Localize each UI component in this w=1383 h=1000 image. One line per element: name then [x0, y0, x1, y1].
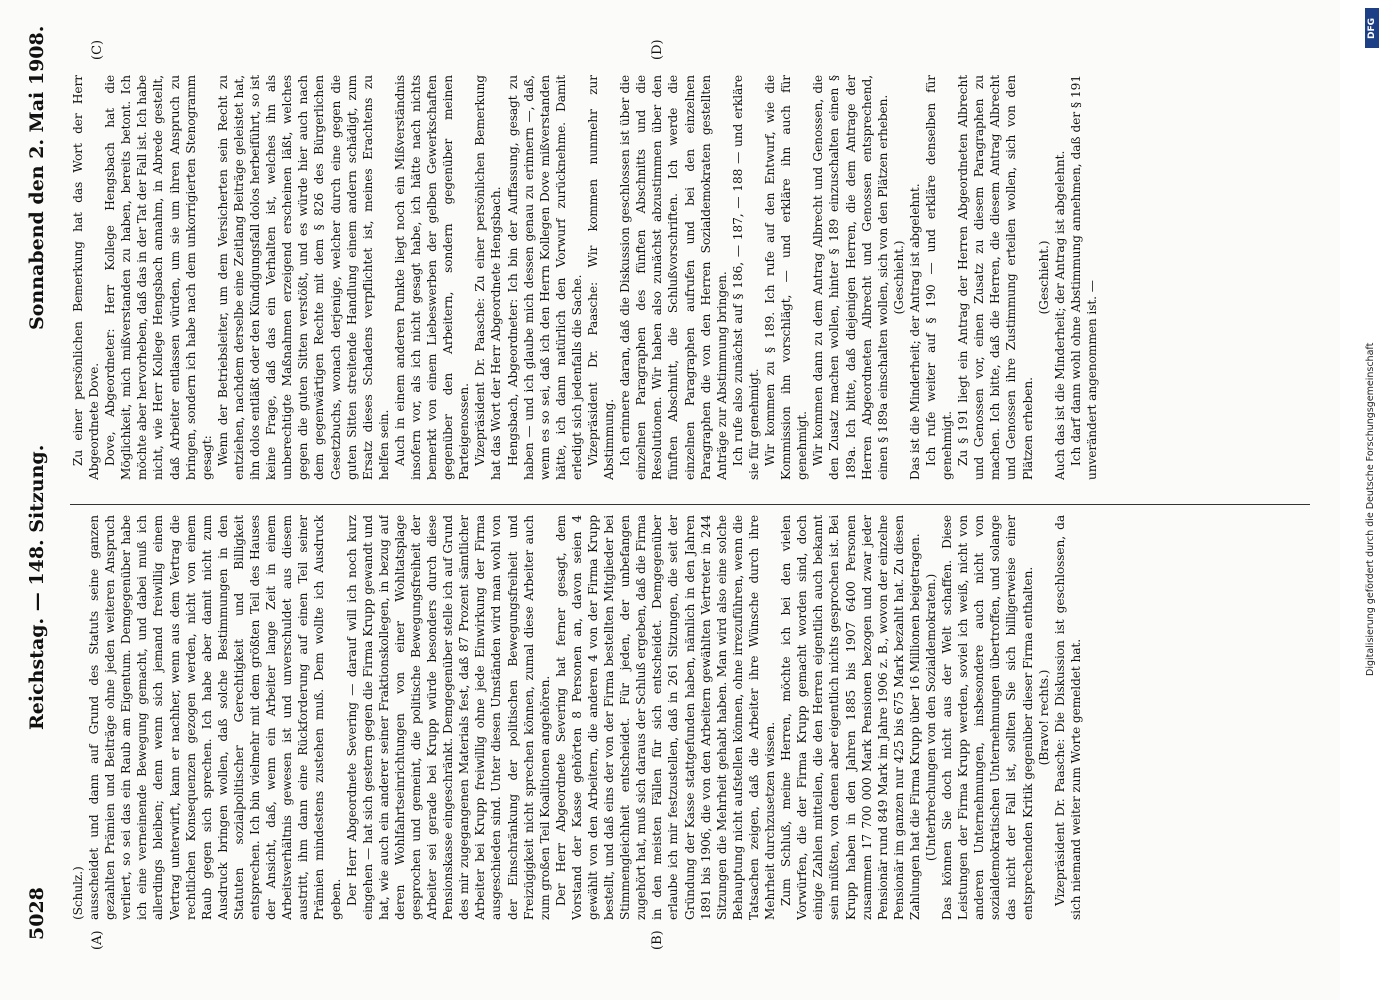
paragraph: Der Herr Abgeordnete Severing hat ferner gesagt, dem Vorstand der Kasse gehörten 8 Personen an, davon seien 4 gewählt von den Arbeitern, die anderen 4 von der Firma Krupp bestellt, und daß eins der von der Firma bestellten Mitglieder bei Stimmengleichheit entscheidet. Für jeden, der unbefangen zugehört hat, muß sich daraus der Schluß ergeben, daß die Firma in den meisten Fällen für sich entscheidet. Demgegenüber erlaube ich mir festzustellen, daß in 261 Sitzungen, die seit der Gründung der Kasse stattgefunden haben, nämlich in den Jahren 1891 bis 1906, die von den Arbeitern gewählten Vertreter in 244 Sitzungen die Mehrheit gehabt haben. Man wird also eine solche Behauptung nicht aufstellen können, ohne irrezuführen, wenn die Tatsachen zeigen, daß die Arbeiter ihre Wünsche durch ihre Mehrheit durchzusetzen wissen. — [553, 515, 778, 920]
paragraph: Dove, Abgeordneter: Herr Kollege Hengsbach hat die Möglichkeit, mich mißverstanden zu haben, bereits betont. Ich möchte aber hervorheben, daß das in der Tat der Fall ist. Ich habe nicht, wie Herr Kollege Hengsbach annahm, in Abrede gestellt, daß Arbeiter entlassen würden, um sie um ihren Anspruch zu bringen, sondern ich habe nach dem unkorrigierten Stenogramm gesagt: — [103, 75, 214, 480]
paragraph: Auch das ist die Minderheit; der Antrag ist abgelehnt. — [1052, 150, 1067, 480]
left-column — [70, 515, 1310, 920]
paragraph: Ich erinnere daran, daß die Diskussion geschlossen ist über die einzelnen Paragraphen des fünften Abschnitts und die Resolutionen. Wir haben also zunächst abzustimmen über den fünften Abschnitt, die Schlußvorschriften. Ich werde die einzelnen Paragraphen aufrufen und bei den einzelnen Paragraphen die von den Herren Sozialdemokraten gestellten Anträge zur Abstimmung bringen. — [618, 75, 729, 480]
margin-marker-c: (C) — [90, 39, 105, 60]
paragraph: Das können Sie doch nicht aus der Welt schaffen. Diese Leistungen der Firma Krupp werden, soviel ich weiß, nicht von anderen Unternehmungen, insbesondere auch nicht von sozialdemokratischen Unternehmungen übertroffen, und solange das nicht der Fall ist, sollten Sie sich billigerweise einer entsprechenden Kritik gegenüber dieser Firma enthalten. — [940, 515, 1035, 920]
paragraph: Hengsbach, Abgeordneter: Ich bin der Auffassung, gesagt zu haben — und ich glaube mich dessen genau zu erinnern —, daß, wenn es so sei, daß ich den Herrn Kollegen Dove mißverstanden hätte, ich dann natürlich den Vorwurf zurücknehme. Damit erledigt sich jedenfalls die Sache. — [505, 75, 584, 480]
paragraph: Das ist die Minderheit; der Antrag ist abgelehnt. — [907, 183, 922, 480]
paragraph: Vizepräsident Dr. Paasche: Wir kommen nunmehr zur Abstimmung. — [586, 75, 617, 480]
interjection: (Unterbrechungen von den Sozialdemokraten.) — [923, 573, 938, 862]
speaker-tag: (Schulz.) — [71, 866, 85, 920]
right-column — [70, 75, 1310, 480]
interjection: (Bravo! rechts.) — [1036, 669, 1051, 766]
quotation: Wenn der Betriebsleiter, um dem Versicherten sein Recht zu entziehen, nachdem derselbe eine Zeitlang Beiträge geleistet hat, ihn dolos entläßt oder den Kündigungsfall dolos herbeiführt, so ist keine Frage, daß das ein Verhalten ist, welches ihn als unberechtigte Maßnahmen erzeigend erscheinen läßt, welches gegen die guten Sitten verstößt, und es würde hier auch nach dem gegenwärtigen Rechte mit dem § 826 des Bürgerlichen Gesetzbuchs, wonach derjenige, welcher durch eine gegen die guten Sitten streitende Handlung einem andern schädigt, zum Ersatz dieses Schadens verpflichtet ist, meines Erachtens zu helfen sein. — [215, 75, 391, 480]
paragraph: Zu § 191 liegt ein Antrag der Herren Abgeordneten Albrecht und Genossen vor, einen Zusatz zu diesem Paragraphen zu machen. Ich bitte, daß die Herren, die diesem Antrag Albrecht und Genossen ihre Zustimmung erteilen wollen, sich von den Plätzen erheben. — [956, 75, 1035, 480]
paragraph: Ich darf dann wohl ohne Abstimmung annehmen, daß der § 191 unverändert angenommen ist. — — [1068, 75, 1099, 480]
paragraph: Zu einer persönlichen Bemerkung hat das Wort der Herr Abgeordnete Dove. — [71, 75, 102, 480]
paragraph: Wir kommen zu § 189. Ich rufe auf den Entwurf, wie die Kommission ihn vorschlägt, — und erkläre ihn auch für genehmigt. — [763, 75, 810, 480]
page-number: 5028 — [26, 887, 48, 940]
paragraph: Vizepräsident Dr. Paasche: Die Diskussion ist geschlossen, da sich niemand weiter zum Worte gemeldet hat. — [1052, 515, 1083, 920]
margin-marker-d: (D) — [650, 39, 665, 60]
paragraph: Ich rufe also zunächst auf § 186, — 187, — 188 — und erkläre sie für genehmigt. — [730, 75, 761, 480]
header-session: Reichstag. — 148. Sitzung. — [26, 444, 48, 730]
paragraph: Wir kommen dann zu dem Antrag Albrecht und Genossen, die den Zusatz machen wollen, hinter § 189 einzuschalten einen § 189a. Ich bitte, daß diejenigen Herren, die dem Antrage der Herren Abgeordneten Albrecht und Genossen entsprechend, einen § 189a einschalten wollen, sich von den Plätzen erheben. — [811, 75, 890, 480]
digitization-credit: Digitalisierung gefördert durch die Deutsche Forschungsgemeinschaft — [1365, 342, 1376, 676]
paragraph: ausscheidet und dann auf Grund des Statuts seine ganzen gezahlten Prämien und Beiträge ohne jeden weiteren Anspruch verliert, so sei das ein Raub am Eigentum. Demgegenüber habe ich eine verneinende Bewegung gemacht, und dabei muß ich allerdings bleiben; denn wenn sich jemand freiwillig einem Vertrag unterwirft, kann er nachher, wenn aus dem Vertrag die rechtlichen Konsequenzen gezogen werden, nicht von einem Raub gegen sich sprechen. Ich habe aber damit nicht zum Ausdruck bringen wollen, daß solche Bestimmungen in den Statuten sozialpolitischer Gerechtigkeit und Billigkeit entsprechen. Ich bin vielmehr mit dem größten Teil des Hauses der Ansicht, daß, wenn ein Arbeiter lange Zeit in einem Arbeitsverhältnis gewesen ist und unverschuldet aus diesem austritt, ihm dann eine Rückforderung auf einen Teil seiner Prämien mindestens zustehen muß. Dem wollte ich Ausdruck geben. — [87, 515, 343, 920]
column-divider — [70, 504, 1310, 505]
dfg-logo: DFG — [1365, 8, 1379, 48]
margin-marker-a: (A) — [90, 930, 105, 950]
paragraph: Auch in einem anderen Punkte liegt noch ein Mißverständnis insofern vor, als ich nicht gesagt habe, ich hätte nach nichts bemerkt von einem Liebeswerben der gelben Gewerkschaften gegenüber den Arbeitern, sondern gegenüber meinen Parteigenossen. — [392, 75, 472, 480]
margin-marker-b: (B) — [650, 930, 665, 950]
header-date: Sonnabend den 2. Mai 1908. — [26, 25, 48, 330]
paragraph: Vizepräsident Dr. Paasche: Zu einer persönlichen Bemerkung hat das Wort der Herr Abgeordnete Hengsbach. — [473, 75, 504, 480]
paragraph: Ich rufe weiter auf § 190 — und erkläre denselben für genehmigt. — [923, 75, 955, 480]
paragraph: Der Herr Abgeordnete Severing — darauf will ich noch kurz eingehen — hat sich gestern gegen die Firma Krupp gewandt und hat, wie auch ein anderer seiner Fraktionskollegen, in bezug auf deren Wohlfahrtseinrichtungen von einer Wohltatsplage gesprochen und gemeint, die politische Bewegungsfreiheit der Arbeiter sei gerade bei Krupp würde besonders durch diese Pensionskasse eingeschränkt. Demgegenüber stelle ich auf Grund des mir zugegangenen Materials fest, daß 87 Prozent sämtlicher Arbeiter bei Krupp freiwillig ohne jede Einwirkung der Firma ausgeschieden sind. Unter diesen Umständen wird man wohl von der Einschränkung der politischen Bewegungsfreiheit und Freizügigkeit nicht sprechen können, zumal diese Arbeiter auch zum großen Teil Koalitionen angehören. — [344, 515, 552, 920]
page-header — [22, 20, 56, 980]
interjection: (Geschieht.) — [1036, 240, 1051, 315]
interjection: (Geschieht.) — [891, 240, 906, 315]
paragraph: Zum Schluß, meine Herren, möchte ich bei den vielen Vorwürfen, die der Firma Krupp gemacht worden sind, doch einige Zahlen mitteilen, die den Herren eigentlich auch bekannt sein müßten, von denen aber eigentlich nichts gesprochen ist. Bei Krupp haben in den Jahren 1885 bis 1907 6400 Personen zusammen 17 700 000 Mark Pensionen bezogen und zwar jeder Pensionär rund 849 Mark im Jahre 1906 z. B., wovon der einzelne Pensionär im ganzen nur 425 bis 675 Mark bezahlt hat. Zu diesen Zahlungen hat die Firma Krupp über 16 Millionen beigetragen. — [779, 515, 922, 920]
